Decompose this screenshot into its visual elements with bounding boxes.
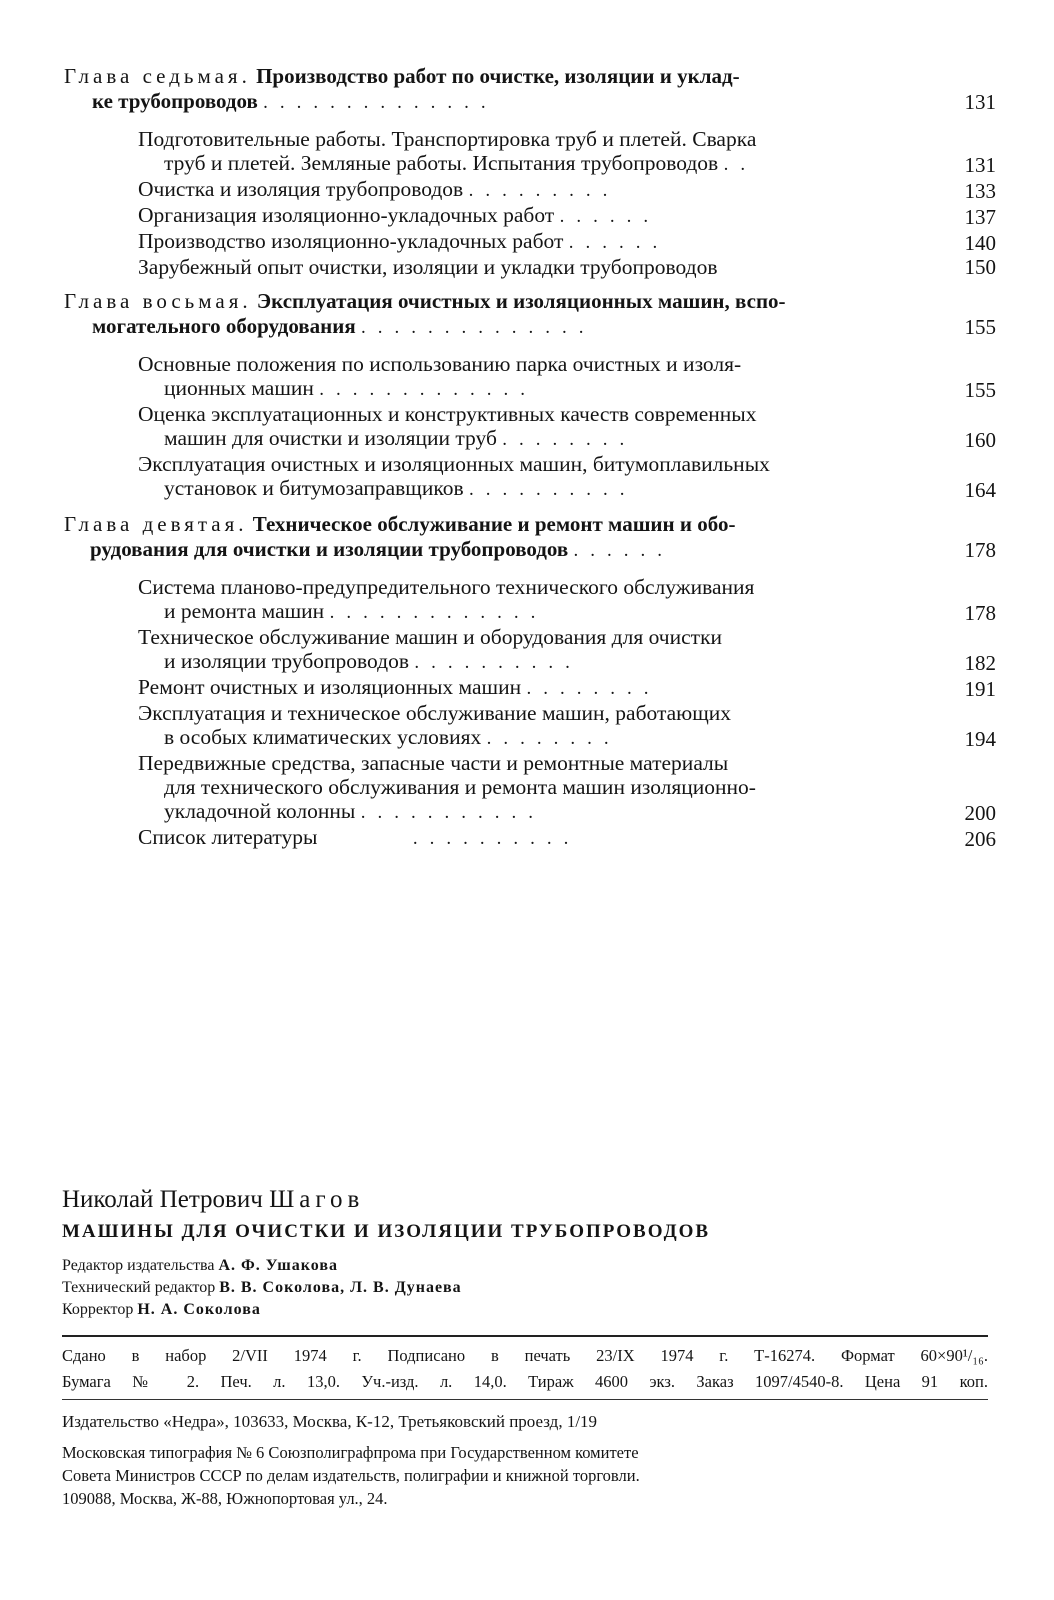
chapter-title-cont: могательного оборудования .............. (92, 314, 596, 338)
chapter-label: Глава восьмая. (64, 289, 252, 313)
divider (62, 1335, 988, 1337)
chapter-title-cont: ке трубопроводов .............. (92, 89, 498, 113)
chapter-title: Производство работ по очистке, изоляции и уклад- (256, 64, 740, 88)
toc-entry: Эксплуатация и техническое обслуживание машин, работающих в особых климатических условиях ........ 194 (138, 701, 996, 751)
book-title: МАШИНЫ ДЛЯ ОЧИСТКИ И ИЗОЛЯЦИИ ТРУБОПРОВОДОВ (62, 1221, 711, 1242)
toc-entry: Передвижные средства, запасные части и ремонтные материалы для технического обслуживания и ремонта машин изоляционно- укладочной колонны ........... 200 (138, 751, 996, 825)
entry-page: 194 (964, 727, 996, 751)
chapter-entries (64, 127, 1024, 279)
chapter-label: Глава девятая. (64, 512, 248, 536)
entry-page: 140 (964, 231, 996, 255)
toc-entry: Очистка и изоляция трубопроводов ......... 133 (138, 177, 996, 203)
entry-page: 191 (964, 677, 996, 701)
entry-page: 131 (964, 153, 996, 177)
divider (62, 1399, 988, 1400)
colophon (62, 1185, 992, 1508)
entry-page: 182 (964, 651, 996, 675)
staff-tech-editor: Технический редактор В. В. Соколова, Л. В. Дунаева (62, 1279, 462, 1296)
toc-entry: Оценка эксплуатационных и конструктивных качеств современных машин для очистки и изоляции труб ........ 160 (138, 402, 996, 452)
staff-corrector: Корректор Н. А. Соколова (62, 1301, 261, 1318)
chapter-heading (64, 512, 1024, 563)
toc-entry: Система планово-предупредительного технического обслуживания и ремонта машин ............. 178 (138, 575, 996, 625)
entry-page: 164 (964, 478, 996, 502)
table-of-contents (64, 64, 1024, 861)
entry-page: 200 (964, 801, 996, 825)
toc-entry: Основные положения по использованию парка очистных и изоля- ционных машин ............. 155 (138, 352, 996, 402)
toc-entry: Эксплуатация очистных и изоляционных машин, битумоплавильных установок и битумозаправщиков .......... 164 (138, 452, 996, 502)
entry-page: 206 (964, 827, 996, 851)
chapter-entries (64, 575, 1024, 851)
toc-entry: Подготовительные работы. Транспортировка труб и плетей. Сварка труб и плетей. Земляные работы. Испытания трубопроводов .. 131 (138, 127, 996, 177)
toc-entry: Техническое обслуживание машин и оборудования для очистки и изоляции трубопроводов .......... 182 (138, 625, 996, 675)
staff-list (62, 1255, 992, 1321)
entry-page: 178 (964, 601, 996, 625)
staff-editor: Редактор издательства А. Ф. Ушакова (62, 1257, 338, 1274)
toc-entry: Ремонт очистных и изоляционных машин ........ 191 (138, 675, 996, 701)
chapter-heading (64, 64, 1024, 115)
chapter-entries (64, 352, 1024, 502)
chapter-heading (64, 289, 1024, 340)
author-name: Николай Петрович Шагов (62, 1186, 365, 1213)
toc-entry: Зарубежный опыт очистки, изоляции и укладки трубопроводов 150 (138, 255, 996, 279)
entry-page: 155 (964, 378, 996, 402)
chapter-page: 131 (964, 90, 996, 114)
entry-page: 150 (964, 255, 996, 279)
chapter-title: Эксплуатация очистных и изоляционных машин, вспо- (256, 289, 786, 313)
publisher: Издательство «Недра», 103633, Москва, К-12, Третьяковский проезд, 1/19 (62, 1412, 598, 1431)
imprint-line-1: Сдано в набор 2/VII 1974 г. Подписано в печать 23/IX 1974 г. Т-16274. Формат 60×90¹/₁₆. (62, 1346, 988, 1365)
printer-info: Московская типография № 6 Союзполиграфпрома при Государственном комитете Совета Министров СССР по делам издательств, полиграфии и книжной торговли. 109088, Москва, Ж-88, Южнопортовая ул., 24. (62, 1443, 640, 1508)
entry-page: 133 (964, 179, 996, 203)
chapter-title: Техническое обслуживание и ремонт машин и обо- (252, 512, 736, 536)
entry-page: 137 (964, 205, 996, 229)
chapter-page: 155 (964, 315, 996, 339)
chapter-title-cont: рудования для очистки и изоляции трубопроводов ...... (90, 537, 674, 561)
chapter-9 (64, 512, 1024, 851)
chapter-label: Глава седьмая. (64, 64, 251, 88)
toc-entry: Список литературы .......... 206 (138, 825, 996, 851)
toc-entry: Производство изоляционно-укладочных работ ...... 140 (138, 229, 996, 255)
entry-page: 160 (964, 428, 996, 452)
toc-entry: Организация изоляционно-укладочных работ ...... 137 (138, 203, 996, 229)
author-surname: Шагов (269, 1186, 365, 1213)
chapter-8 (64, 289, 1024, 502)
chapter-7 (64, 64, 1024, 279)
imprint-line-2: Бумага № 2. Печ. л. 13,0. Уч.-изд. л. 14,0. Тираж 4600 экз. Заказ 1097/4540-8. Цена 91 коп. (62, 1372, 988, 1391)
chapter-page: 178 (964, 538, 996, 562)
